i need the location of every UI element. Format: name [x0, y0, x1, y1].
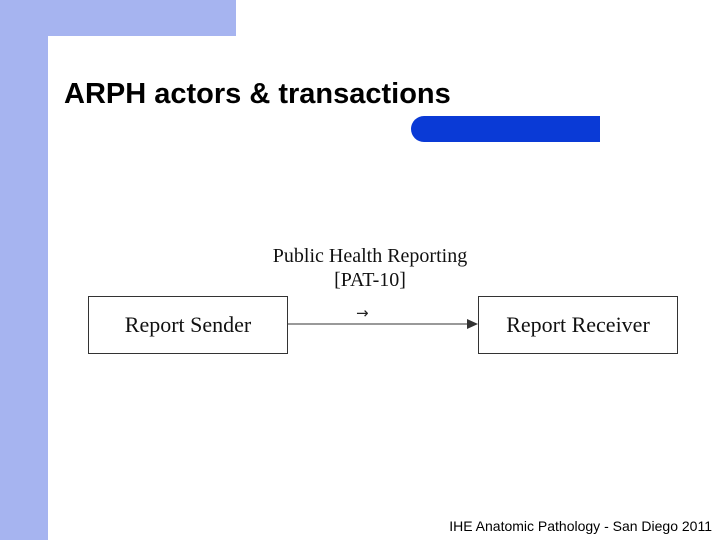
transaction-direction-arrow-icon: → [356, 304, 369, 322]
actor-report-receiver-label: Report Receiver [506, 312, 650, 337]
transaction-name: Public Health Reporting [272, 245, 468, 267]
actor-report-sender-label: Report Sender [124, 312, 252, 337]
actor-report-receiver [478, 296, 678, 354]
actor-report-sender [88, 296, 288, 354]
slide-title: ARPH actors & transactions [64, 78, 451, 110]
slide-footer: IHE Anatomic Pathology - San Diego 2011 [449, 518, 712, 534]
transaction-code: [PAT-10] [334, 269, 406, 291]
connector-arrowhead-icon [467, 319, 478, 329]
